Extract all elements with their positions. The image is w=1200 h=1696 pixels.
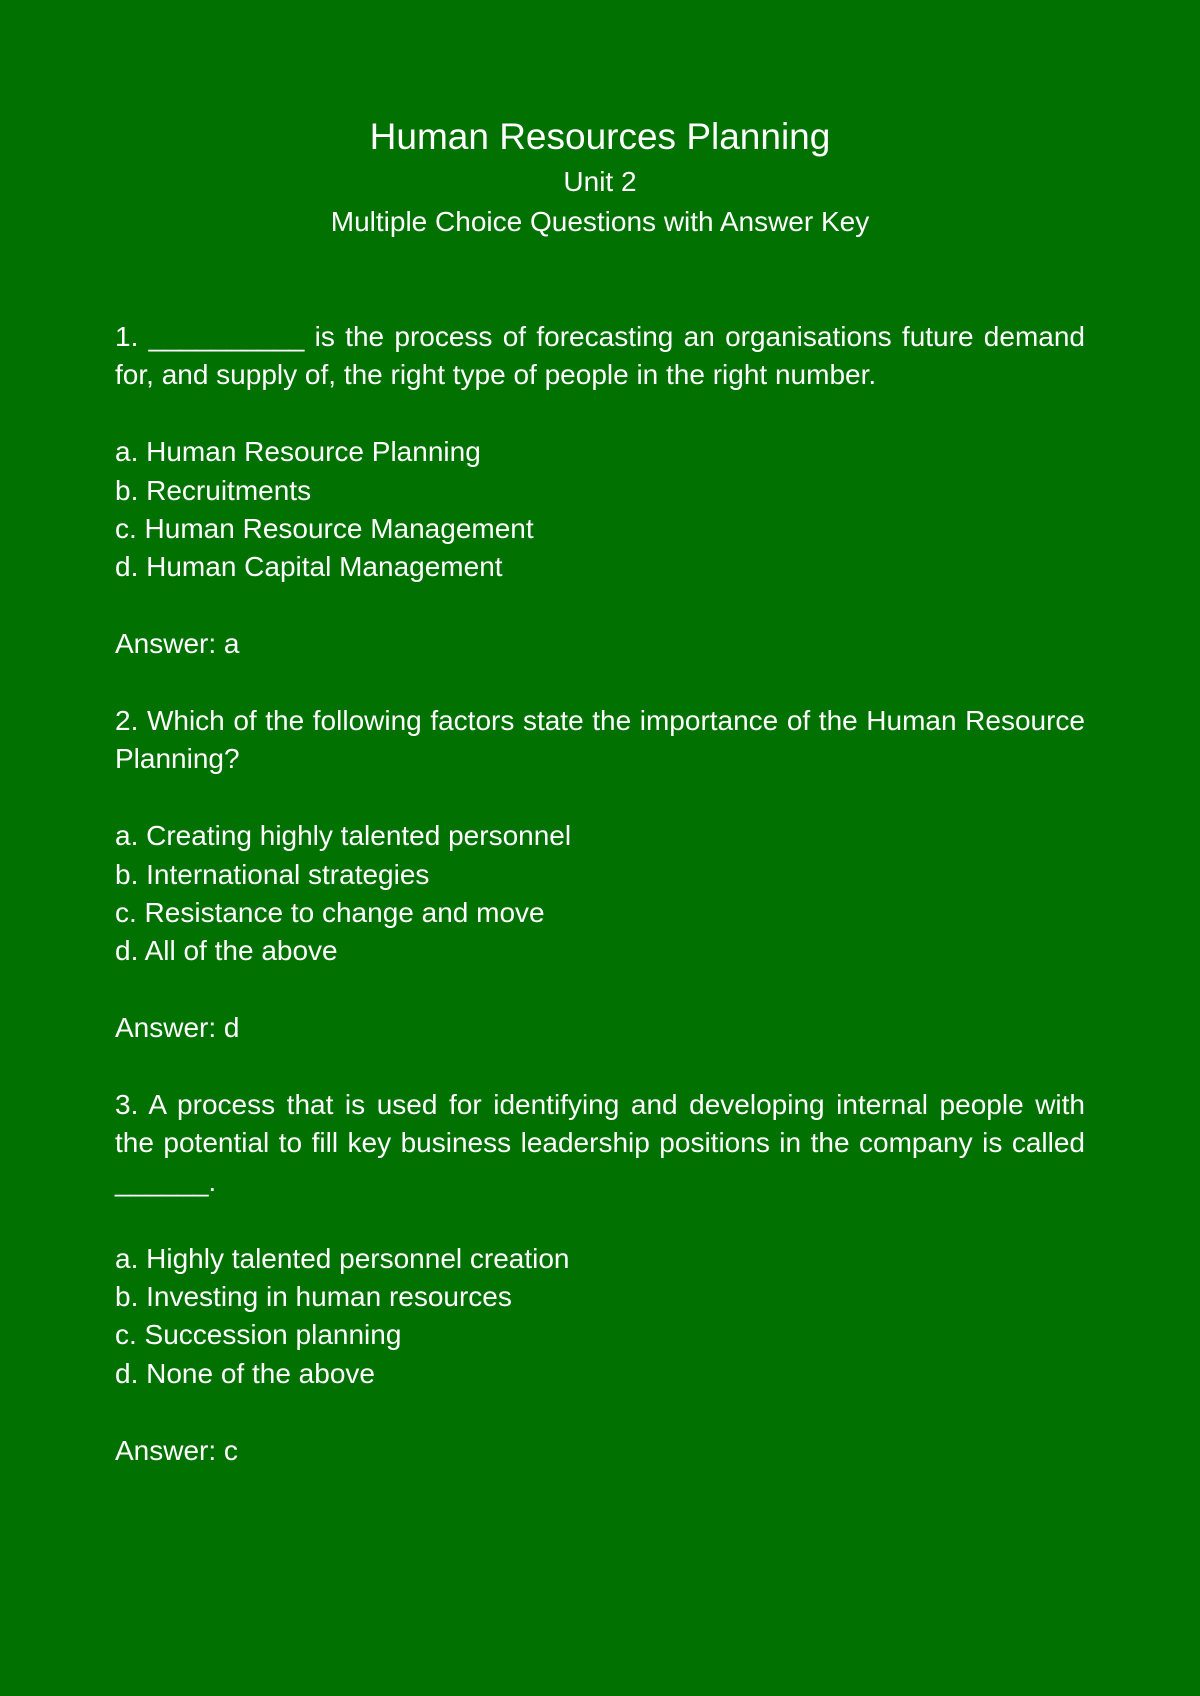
option-item: b. Recruitments bbox=[115, 474, 312, 506]
question-list bbox=[115, 318, 1085, 1470]
document-title: Human Resources Planning bbox=[369, 116, 831, 157]
option-list bbox=[115, 1240, 1085, 1394]
question-text: 2. Which of the following factors state the importance of the Human Resource Planning? bbox=[115, 705, 1085, 775]
answer-key: Answer: d bbox=[115, 1012, 240, 1044]
option-item: c. Human Resource Management bbox=[115, 513, 534, 545]
question-3 bbox=[115, 1086, 1085, 1470]
option-item: a. Creating highly talented personnel bbox=[115, 820, 572, 852]
option-item: b. Investing in human resources bbox=[115, 1281, 512, 1313]
question-text: 1. __________ is the process of forecasting an organisations future demand for, and supply of, the right type of people in the right number. bbox=[115, 321, 1085, 391]
option-list bbox=[115, 817, 1085, 971]
answer-key: Answer: c bbox=[115, 1434, 238, 1466]
option-item: d. All of the above bbox=[115, 935, 338, 967]
spacer bbox=[115, 1048, 1085, 1086]
option-item: a. Highly talented personnel creation bbox=[115, 1242, 570, 1274]
option-item: c. Succession planning bbox=[115, 1319, 402, 1351]
document-unit: Unit 2 bbox=[563, 166, 637, 197]
option-item: d. Human Capital Management bbox=[115, 551, 503, 583]
option-item: a. Human Resource Planning bbox=[115, 436, 481, 468]
answer-key: Answer: a bbox=[115, 628, 240, 660]
question-1 bbox=[115, 318, 1085, 664]
question-2 bbox=[115, 702, 1085, 1048]
option-item: d. None of the above bbox=[115, 1357, 375, 1389]
document-subtitle: Multiple Choice Questions with Answer Key bbox=[330, 206, 870, 237]
option-list bbox=[115, 433, 1085, 587]
option-item: c. Resistance to change and move bbox=[115, 897, 545, 929]
spacer bbox=[115, 664, 1085, 702]
question-text: 3. A process that is used for identifying and developing internal people with the potential to fill key business leadership positions in the company is called ______. bbox=[115, 1089, 1085, 1197]
option-item: b. International strategies bbox=[115, 858, 430, 890]
document-header bbox=[0, 112, 1200, 242]
